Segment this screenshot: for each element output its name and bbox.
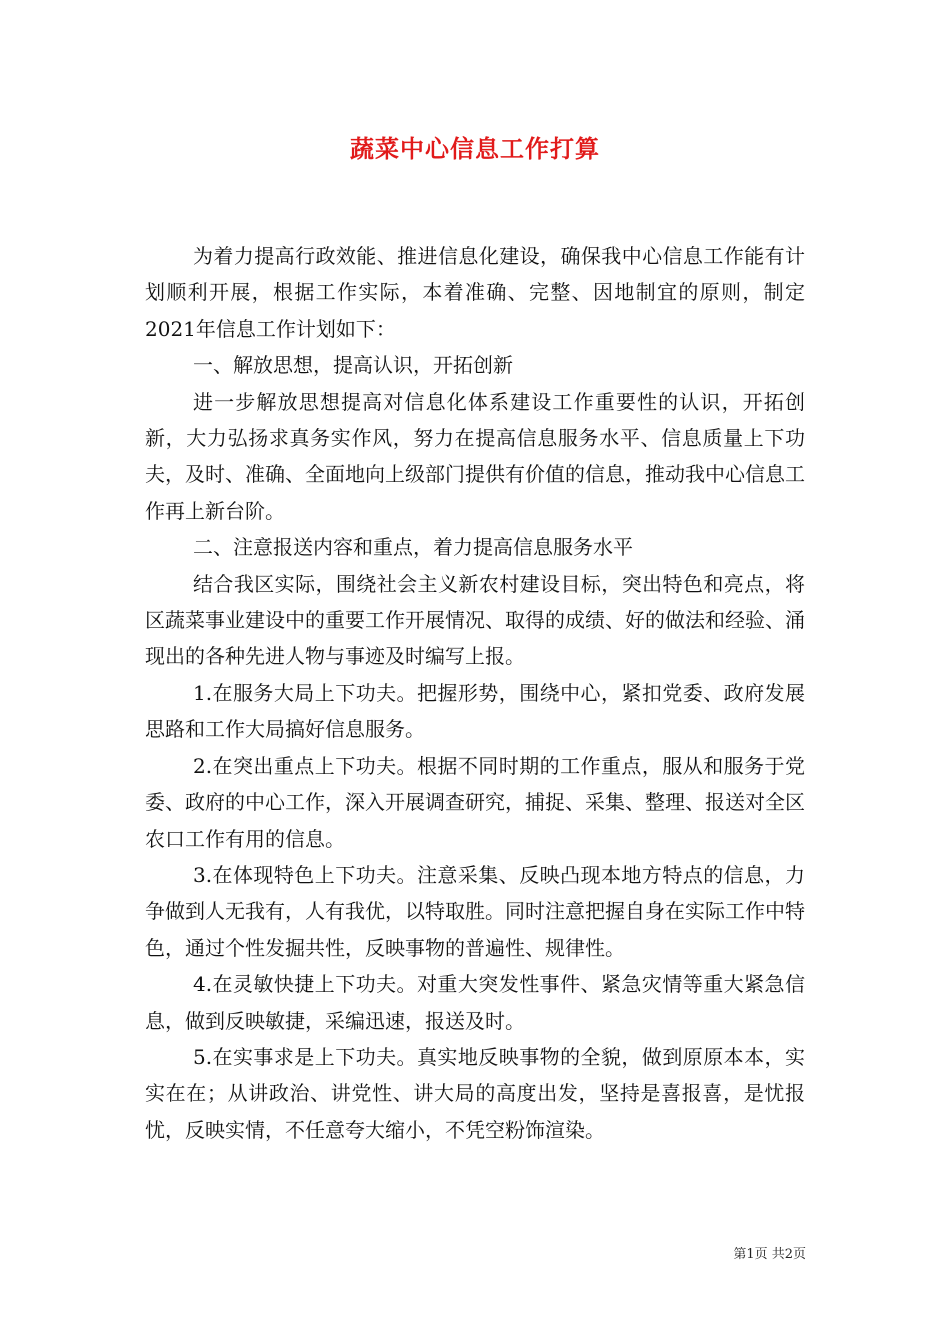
section-1-paragraph: 进一步解放思想提高对信息化体系建设工作重要性的认识，开拓创新，大力弘扬求真务实作风，努力在提高信息服务水平、信息质量上下功夫，及时、准确、全面地向上级部门提供有价值的信息，推动我中心信息工作再上新台阶。 [145, 389, 805, 523]
document-body [145, 238, 805, 1148]
page-number: 第1页 共2页 [733, 1247, 806, 1262]
section-heading-1: 一、解放思想，提高认识，开拓创新 [193, 353, 513, 378]
section-heading-2: 二、注意报送内容和重点，着力提高信息服务水平 [193, 535, 633, 560]
list-item-3: 3.在体现特色上下功夫。注意采集、反映凸现本地方特点的信息，力争做到人无我有，人有我优，以特取胜。同时注意把握自身在实际工作中特色，通过个性发掘共性，反映事物的普遍性、规律性。 [145, 862, 805, 960]
list-item-1: 1.在服务大局上下功夫。把握形势，围绕中心，紧扣党委、政府发展思路和工作大局搞好信息服务。 [145, 680, 805, 742]
document-title: 蔬菜中心信息工作打算 [350, 134, 600, 163]
section-2-paragraph: 结合我区实际，围绕社会主义新农村建设目标，突出特色和亮点，将区蔬菜事业建设中的重要工作开展情况、取得的成绩、好的做法和经验、涌现出的各种先进人物与事迹及时编写上报。 [145, 571, 805, 669]
list-item-4: 4.在灵敏快捷上下功夫。对重大突发性事件、紧急灾情等重大紧急信息，做到反映敏捷，采编迅速，报送及时。 [145, 972, 805, 1033]
intro-paragraph: 为着力提高行政效能、推进信息化建设，确保我中心信息工作能有计划顺利开展，根据工作实际，本着准确、完整、因地制宜的原则，制定2021年信息工作计划如下： [145, 244, 805, 341]
list-item-2: 2.在突出重点上下功夫。根据不同时期的工作重点，服从和服务于党委、政府的中心工作，深入开展调查研究，捕捉、采集、整理、报送对全区农口工作有用的信息。 [145, 753, 805, 851]
list-item-5: 5.在实事求是上下功夫。真实地反映事物的全貌，做到原原本本，实实在在；从讲政治、讲党性、讲大局的高度出发，坚持是喜报喜，是忧报忧，反映实情，不任意夸大缩小，不凭空粉饰渲染。 [145, 1044, 805, 1142]
